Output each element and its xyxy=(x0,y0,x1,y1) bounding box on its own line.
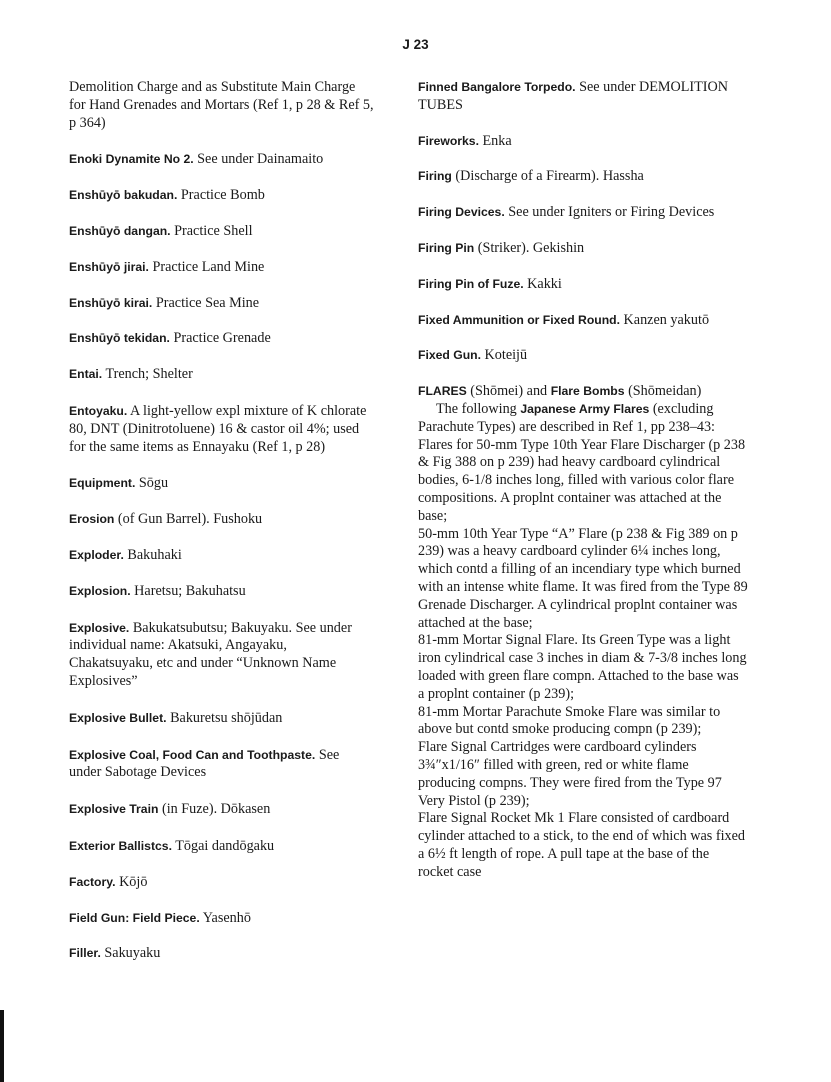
left-column xyxy=(69,79,374,963)
entry-enshuyo-dangan xyxy=(69,223,374,241)
entry-headword: Firing Pin xyxy=(418,240,475,255)
entry-enshuyo-tekidan xyxy=(69,330,374,348)
scan-edge-mark xyxy=(0,1010,4,1082)
entry-exploder xyxy=(69,547,374,565)
entry-body: (Shōmei) and xyxy=(466,383,551,400)
entry-body: Trench; Shelter xyxy=(102,366,193,383)
entry-headword: FLARES xyxy=(418,384,467,399)
entry-explosive xyxy=(69,620,374,691)
entry-headword: Finned Bangalore Torpedo. xyxy=(418,80,576,94)
entry-factory xyxy=(69,874,374,892)
flares-paragraph: Flare Signal Rocket Mk 1 Flare consisted of cardboard cylinder attached to a stick, to the end of which was fixed a 6½ ft length of rope. A pull tape at the base of the rocket case xyxy=(418,810,745,880)
entry-headword: Explosive Coal, Food Can and Toothpaste. xyxy=(69,747,316,762)
entry-fixed-ammunition xyxy=(418,312,748,330)
entry-body: Demolition Charge and as Substitute Main Charge for Hand Grenades and Mortars (Ref 1, p 28 & Ref 5, p 364) xyxy=(69,79,374,131)
entry-body: A light-yellow expl mixture of K chlorate 80, DNT (Dinitrotoluene) 16 & castor oil 4%; used for the same items as Ennayaku (Ref 1, p 28) xyxy=(69,402,367,455)
entry-equipment xyxy=(69,475,374,493)
entry-body: Yasenhō xyxy=(199,909,251,926)
entry-explosive-bullet xyxy=(69,710,374,728)
entry-explosive-train xyxy=(69,801,374,819)
entry-headword: Enoki Dynamite No 2. xyxy=(69,152,194,167)
entry-explosion xyxy=(69,583,374,601)
flares-intro xyxy=(418,401,748,437)
entry-headword: Field Gun: Field Piece. xyxy=(69,910,200,925)
flares-paragraph: Flares for 50-mm Type 10th Year Flare Discharger (p 238 & Fig 388 on p 239) had heavy cardboard cylindrical bodies, 6-1/8 inches long, filled with various color flare compositions. A proplnt container was attached at the base; xyxy=(418,436,746,524)
entry-filler xyxy=(69,945,374,963)
entry-body: Kōjō xyxy=(115,873,148,890)
flares-heading xyxy=(418,383,748,401)
entry-body: Bakuhaki xyxy=(123,546,182,563)
entry-body: Bakukatsubutsu; Bakuyaku. See under individual name: Akatsuki, Angayaku, Chakatsuyaku, etc and under “Unknown Name Explosives” xyxy=(69,619,352,689)
entry-firing-pin-of-fuze xyxy=(418,276,748,294)
entry-firing-devices xyxy=(418,204,748,222)
page-number: J 23 xyxy=(402,37,429,52)
entry-body: (in Fuze). Dōkasen xyxy=(158,801,271,818)
entry-body: See under Dainamaito xyxy=(193,151,324,168)
entry-body: Practice Shell xyxy=(170,222,253,239)
flares-intro-bold: Japanese Army Flares xyxy=(520,401,650,416)
entry-headword: Enshūyō kirai. xyxy=(69,295,153,310)
entry-headword: Enshūyō tekidan. xyxy=(69,331,170,346)
entry-headword: Explosive. xyxy=(69,620,130,635)
entry-headword: Explosion. xyxy=(69,583,131,598)
entry-headword: Enshūyō dangan. xyxy=(69,223,171,238)
flares-paragraph: 81-mm Mortar Parachute Smoke Flare was similar to above but contd smoke producing compn (p 239); xyxy=(418,703,721,738)
entry-body: Practice Land Mine xyxy=(148,258,265,275)
entry-flares xyxy=(418,383,748,881)
entry-body: Practice Sea Mine xyxy=(152,294,260,311)
entry-headword: Entoyaku. xyxy=(69,403,128,418)
entry-field-gun xyxy=(69,910,374,928)
entry-headword: Explosive Bullet. xyxy=(69,710,167,725)
entry-erosion xyxy=(69,511,374,529)
entry-headword: Entai. xyxy=(69,367,103,382)
entry-firing xyxy=(418,168,748,186)
flares-intro-text: The following xyxy=(436,400,521,417)
entry-headword: Enshūyō bakudan. xyxy=(69,188,178,203)
entry-headword-secondary: Flare Bombs xyxy=(550,384,625,399)
entry-headword: Fireworks. xyxy=(418,133,479,148)
right-column xyxy=(418,79,748,881)
entry-demolition-continuation xyxy=(69,79,374,132)
entry-headword: Firing xyxy=(418,169,452,184)
entry-body: (Discharge of a Firearm). Hassha xyxy=(451,168,644,185)
entry-explosive-coal xyxy=(69,747,374,783)
entry-fixed-gun xyxy=(418,347,748,365)
entry-headword: Factory. xyxy=(69,874,116,889)
entry-headword: Filler. xyxy=(69,946,101,961)
entry-headword: Erosion xyxy=(69,512,115,527)
entry-body: See under Igniters or Firing Devices xyxy=(504,204,715,221)
flares-intro-text: (excluding Parachute Types) are described in Ref 1, pp 238–43: xyxy=(418,400,715,435)
entry-exterior-ballistics xyxy=(69,838,374,856)
entry-headword: Exploder. xyxy=(69,547,124,562)
entry-headword: Fixed Ammunition or Fixed Round. xyxy=(418,312,620,327)
entry-headword: Equipment. xyxy=(69,476,136,491)
entry-body: See under DEMOLITION TUBES xyxy=(418,79,729,113)
entry-body: Kanzen yakutō xyxy=(620,311,710,328)
entry-headword: Firing Pin of Fuze. xyxy=(418,276,524,291)
entry-entai xyxy=(69,366,374,384)
entry-headword: Explosive Train xyxy=(69,802,159,817)
entry-body: Sakuyaku xyxy=(100,945,161,962)
flares-paragraph: Flare Signal Cartridges were cardboard cylinders 3¾″x1/16″ filled with green, red or white flame producing compns. They were fired from the Type 97 Very Pistol (p 239); xyxy=(418,739,722,809)
entry-body: Practice Bomb xyxy=(177,187,265,204)
entry-headword: Firing Devices. xyxy=(418,205,505,220)
entry-headword: Exterior Ballistcs. xyxy=(69,838,172,853)
entry-fireworks xyxy=(418,133,748,151)
flares-paragraph: 81-mm Mortar Signal Flare. Its Green Type was a light iron cylindrical case 3 inches in diam & 7-3/8 inches long loaded with green flare compn. Attached to the base was a proplnt container (p 239); xyxy=(418,632,747,702)
entry-body: Tōgai dandōgaku xyxy=(171,837,275,854)
entry-body: Haretsu; Bakuhatsu xyxy=(130,582,246,599)
entry-body: See under Sabotage Devices xyxy=(69,746,340,781)
entry-headword: Fixed Gun. xyxy=(418,348,481,363)
entry-body: Kakki xyxy=(523,275,562,292)
flares-paragraph: 50-mm 10th Year Type “A” Flare (p 238 & Fig 389 on p 239) was a heavy cardboard cylinder 6¼ inches long, which contd a filling of an incendiary type which burned with an intense white flame. It was fired from the Type 89 Grenade Discharger. A cylindrical proplnt container was attached at the base; xyxy=(418,525,748,631)
entry-enoki-dynamite xyxy=(69,151,374,169)
entry-body: (Shōmeidan) xyxy=(624,383,702,400)
entry-body: Sōgu xyxy=(135,475,169,492)
entry-enshuyo-jirai xyxy=(69,259,374,277)
entry-body: Practice Grenade xyxy=(169,330,271,347)
entry-body: (of Gun Barrel). Fushoku xyxy=(114,511,263,528)
entry-body: Enka xyxy=(478,132,512,149)
entry-body: Koteijū xyxy=(480,347,528,364)
entry-body: Bakuretsu shōjūdan xyxy=(166,709,283,726)
entry-headword: Enshūyō jirai. xyxy=(69,259,149,274)
entry-body: (Striker). Gekishin xyxy=(474,239,585,256)
entry-firing-pin xyxy=(418,240,748,258)
entry-enshuyo-kirai xyxy=(69,295,374,313)
entry-enshuyo-bakudan xyxy=(69,187,374,205)
entry-finned-bangalore-torpedo xyxy=(418,79,748,115)
entry-entoyaku xyxy=(69,403,374,456)
